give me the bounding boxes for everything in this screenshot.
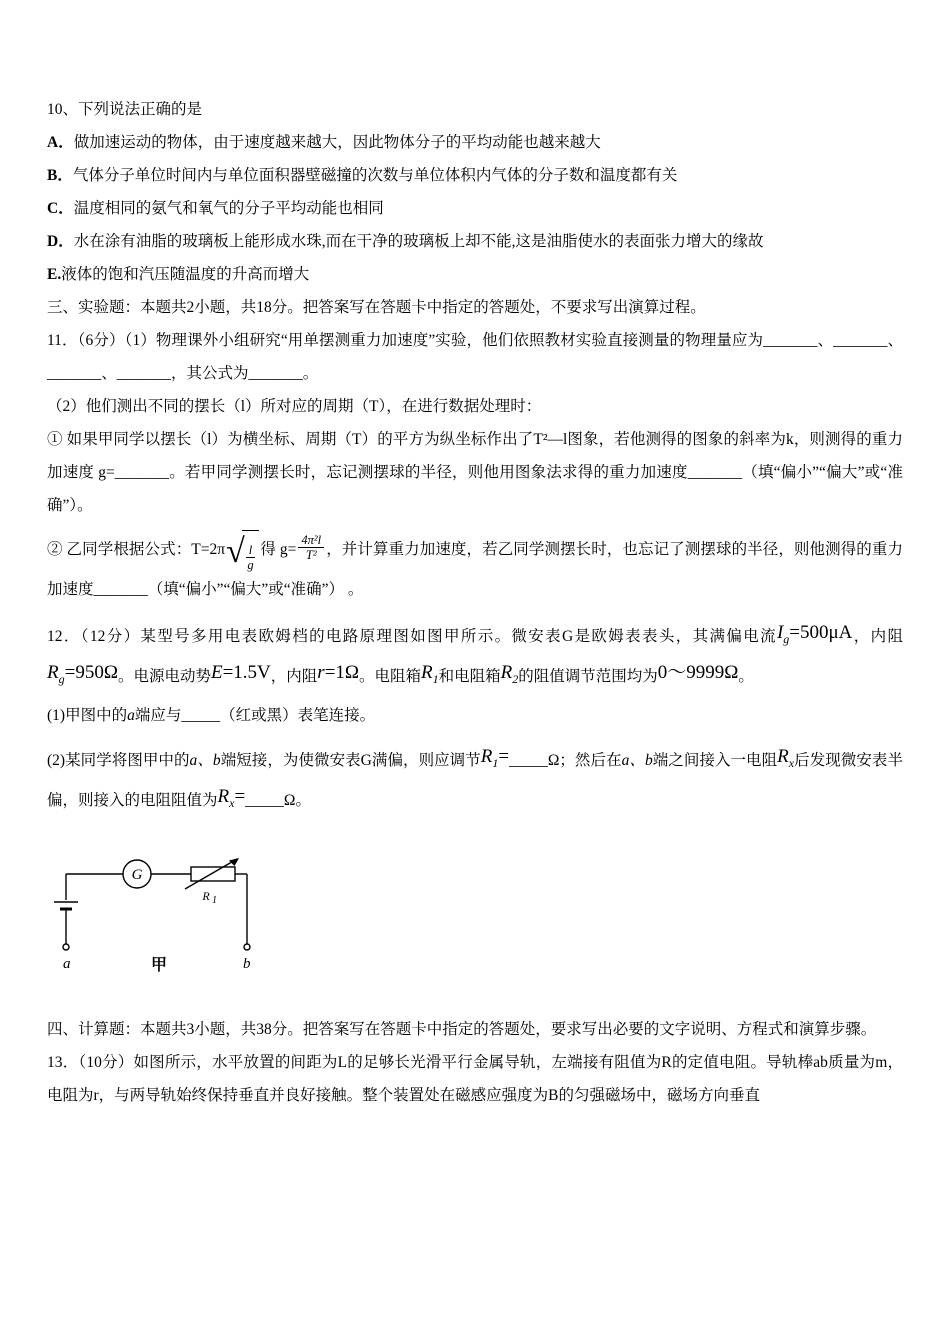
q12-sub2 — [47, 740, 903, 820]
a-terminal-var: a — [127, 707, 135, 725]
rg-math — [47, 661, 118, 686]
q10-option-e — [47, 258, 903, 291]
q12-sub2-text2: 端短接，为使微安表G满偏，则应调节 — [220, 752, 481, 770]
option-text-e: 液体的饱和汽压随温度的升高而增大 — [61, 266, 310, 283]
q12-sub1 — [47, 699, 903, 732]
rx-subscript: x — [788, 756, 795, 771]
ig-math — [776, 621, 853, 646]
option-label-c: C． — [47, 200, 74, 217]
a-terminal-label: a — [63, 955, 71, 972]
option-label-e: E. — [47, 266, 62, 283]
circuit-diagram — [51, 844, 903, 999]
r1-adjust-math — [480, 746, 510, 771]
q10-stem: 10、下列说法正确的是 — [47, 101, 203, 118]
figure-caption: 甲 — [151, 956, 168, 974]
q12-sub2-text5: 后发现微安表半偏，则接入的电阻阻值为 — [47, 752, 903, 810]
sqrt-expression — [226, 530, 259, 573]
resistor-icon — [191, 867, 235, 881]
rx2-symbol: R — [217, 786, 230, 808]
q11-part1: 11．（6分）（1）物理课外小组研究“用单摆测重力加速度”实验，他们依照教材实验直接测量的物理量应为_______、_______、_______、_______，其公式为_______。 — [47, 332, 903, 382]
galvanometer-label: G — [131, 866, 143, 883]
r-value: =1Ω — [324, 661, 360, 683]
q12-sub2-text3: _____Ω；然后在 — [509, 752, 622, 770]
frac-numerator: 4π²l — [298, 533, 324, 548]
r1-circuit-label: R — [202, 888, 210, 903]
emf-math — [211, 662, 271, 683]
q10-option-a — [47, 126, 903, 159]
ab-vars-1: a、b — [189, 752, 221, 770]
q12-sub2-text4: 端之间接入一电阻 — [652, 752, 778, 770]
q13-intro: 13．（10分）如图所示，水平放置的间距为L的足够长光滑平行金属导轨，左端接有阻值为R的定值电阻。导轨棒ab质量为m，电阻为r，与两导轨始终保持垂直并良好接触。整个装置处在磁感应强度为B的匀强磁场中，磁场方向垂直 — [47, 1053, 903, 1104]
ig-symbol: I — [776, 621, 784, 643]
q12-text-8: 。 — [738, 667, 754, 685]
q11-p4-mid: 得 g= — [260, 540, 297, 558]
q12-text-7: 的阻值调节范围均为 — [518, 667, 658, 685]
q11-p4-post: ，并计算重力加速度，若乙同学测摆长时，也忘记了测摆球的半径，则他测得的重力加速度_______（填“偏小”“偏大”或“准确”） 。 — [47, 540, 903, 598]
rx-value-math — [217, 786, 246, 810]
q12-sub1-text2: 端应与_____（红或黑）表笔连接。 — [134, 707, 376, 725]
ab-vars-2: a、b — [621, 752, 653, 770]
q11-p4-pre: ② 乙同学根据公式：T=2π — [47, 540, 226, 558]
terminal-b-icon — [244, 944, 250, 950]
sqrt-numerator: l — [246, 543, 255, 558]
rx-math — [777, 746, 795, 771]
l-over-g-fraction — [246, 543, 255, 573]
r1-adjust-subscript: 1 — [492, 756, 499, 771]
b-terminal-label: b — [243, 955, 251, 972]
r1-adjust-symbol: R — [480, 746, 493, 768]
sqrt-denominator: g — [247, 558, 254, 573]
emf-symbol: E — [210, 661, 223, 683]
q12-sub2-text6: _____Ω。 — [245, 792, 311, 810]
rg-value: =950Ω — [64, 661, 118, 683]
r2-subscript: 2 — [512, 671, 519, 686]
rg-subscript: g — [58, 671, 65, 686]
g-formula-fraction — [298, 533, 324, 563]
terminal-a-icon — [63, 944, 69, 950]
section3-header: 三、实验题：本题共2小题，共18分。把答案写在答题卡中指定的答题处，不要求写出演算过程。 — [47, 299, 706, 316]
radicand — [242, 530, 259, 573]
rg-symbol: R — [47, 661, 59, 683]
rx2-subscript: x — [229, 795, 235, 810]
rx2-eq: = — [234, 786, 246, 808]
q12-text-3: 。电源电动势 — [117, 667, 211, 685]
q12-text-2: ，内阻 — [852, 627, 903, 645]
q12-sub1-text1: (1)甲图中的 — [47, 707, 128, 725]
q11-part2: （2）他们测出不同的摆长（l）所对应的周期（T），在进行数据处理时： — [47, 398, 542, 415]
circuit-svg — [51, 844, 291, 994]
option-text-d: 水在涂有油脂的玻璃板上能形成水珠,而在干净的玻璃板上却不能,这是油脂使水的表面张力增大的缘故 — [73, 233, 764, 250]
ig-value: =500μA — [789, 621, 853, 643]
option-label-d: D． — [47, 233, 74, 250]
section4-header: 四、计算题：本题共3小题，共38分。把答案写在答题卡中指定的答题处，要求写出必要的文字说明、方程式和演算步骤。 — [47, 1020, 877, 1038]
r1-math — [421, 661, 439, 686]
frac-denominator: T² — [305, 548, 317, 563]
q12-text-6: 和电阻箱 — [438, 667, 501, 685]
option-label-a: A． — [47, 134, 74, 151]
ig-subscript: g — [783, 631, 790, 646]
q12-text-4: ，内阻 — [270, 667, 318, 685]
q10-option-b — [47, 159, 903, 192]
q10-option-c — [47, 192, 903, 225]
option-label-b: B． — [47, 167, 73, 184]
option-text-c: 温度相同的氨气和氧气的分子平均动能也相同 — [73, 200, 384, 217]
r1-adjust-eq: = — [498, 746, 510, 768]
circuit-wires — [54, 858, 250, 950]
range-math — [658, 662, 739, 683]
radical-sign-icon: √ — [226, 532, 245, 570]
rx-symbol: R — [777, 746, 789, 768]
q11-part4 — [47, 530, 903, 606]
q10-option-d — [47, 225, 903, 258]
q12-sub2-text1: (2)某同学将图甲中的 — [47, 752, 190, 770]
r1-subscript: 1 — [432, 671, 439, 686]
option-text-b: 气体分子单位时间内与单位面积器壁磁撞的次数与单位体积内气体的分子数和温度都有关 — [72, 167, 678, 184]
internal-r-math — [317, 662, 359, 683]
r2-symbol: R — [500, 661, 513, 683]
option-text-a: 做加速运动的物体，由于速度越来越大，因此物体分子的平均动能也越来越大 — [73, 134, 601, 151]
emf-value: =1.5V — [222, 661, 271, 683]
battery-icon — [54, 902, 78, 909]
r-symbol: r — [317, 661, 325, 683]
q12-text-5: 。电阻箱 — [359, 667, 422, 685]
q11-part3: ① 如果甲同学以摆长（l）为横坐标、周期（T）的平方为纵坐标作出了T²—l图象，若他测得的图象的斜率为k，则测得的重力加速度 g=_______。若甲同学测摆长时，忘记测摆球的半径，则他用图象法求得的重力加速度_______（填“偏小”“偏大”或“准确”）。 — [47, 431, 903, 514]
r1-symbol: R — [421, 661, 433, 683]
variable-arrow-icon — [185, 859, 237, 889]
q12-intro — [47, 616, 903, 696]
q12-text-1: 12．（12分）某型号多用电表欧姆档的电路原理图如图甲所示。微安表G是欧姆表表头，其满偏电流 — [47, 627, 777, 645]
r1-circuit-sub: 1 — [212, 894, 217, 906]
range-value: 0～9999Ω — [657, 661, 739, 683]
r2-math — [500, 661, 519, 686]
